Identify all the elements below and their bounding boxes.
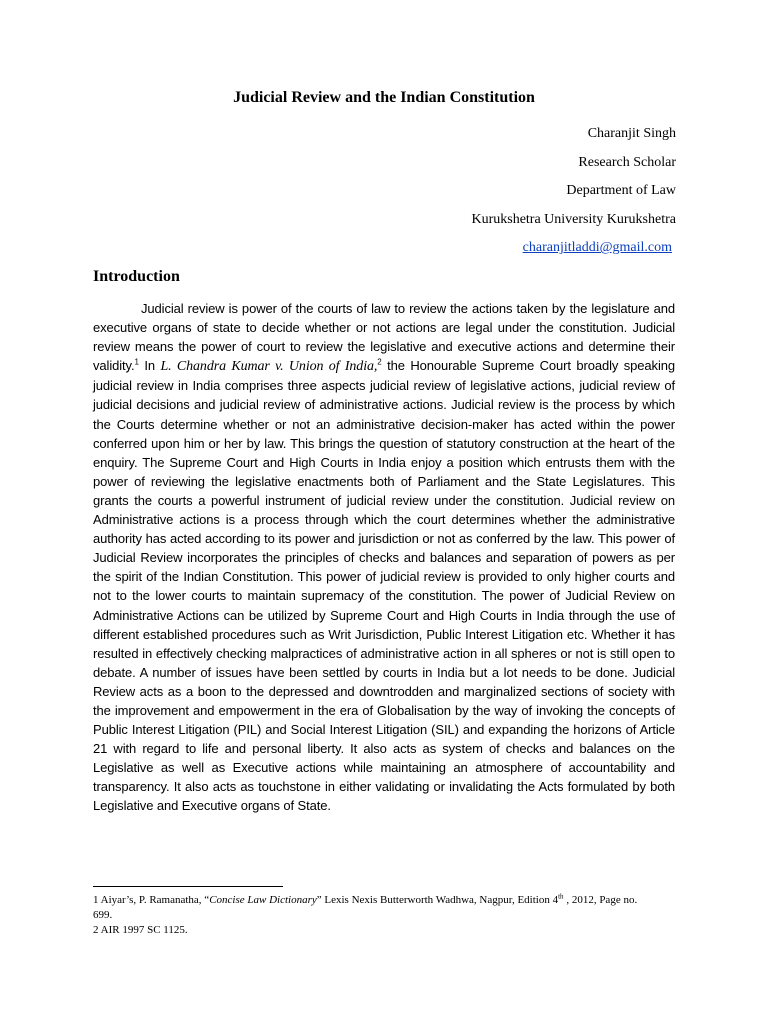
document-title: Judicial Review and the Indian Constitution <box>233 89 535 106</box>
footnote-1 <box>93 893 653 923</box>
footnote-separator <box>93 886 283 887</box>
paragraph-text: the Honourable Supreme Court broadly speaking judicial review in India comprises three aspects judicial review of legislative actions, judicial review of judicial decisions and judicial review of administrative actions. Judicial review is the process by which the Courts determine whether or not an administrative decision-maker has acted within the power conferred upon him or her by law. This brings the question of statutory construction at the heart of the enquiry. The Supreme Court and High Courts in India enjoy a position which entrusts them with the power of reviewing the legislative enactments both of Parliament and the State Legislatures. This grants the courts a powerful instrument of judicial review under the constitution. Judicial review on Administrative actions is a process through which the court determines whether the administrative authority has acted according to its power and jurisdiction or not as conferred by the law. This power of Judicial Review incorporates the principles of checks and balances and separation of powers as per the spirit of the Indian Constitution. This power of judicial review is provided to only higher courts and not to the lower courts to maintain supremacy of the constitution. The power of Judicial Review on Administrative Actions can be utilized by Supreme Court and High Courts in India through the use of different established procedures such as Writ Jurisdiction, Public Interest Litigation etc. Whether it has resulted in effectively checking malpractices of administrative action in all spheres or not is still open to debate. A number of issues have been settled by courts in India but a lot needs to be done. Judicial Review acts as a boon to the depressed and downtrodden and marginalized sections of society with the improvement and empowerment in the era of Globalisation by the way of invoking the concepts of Public Interest Litigation (PIL) and Social Interest Litigation (SIL) and expanding the horizons of Article 21 with regard to life and personal liberty. It also acts as system of checks and balances on the Legislative as well as Executive actions while maintaining an atmosphere of accountability and transparency. It also acts as touchstone in either validating or invalidating the Acts formulated by both Legislative and Executive organs of State. <box>93 358 675 814</box>
case-name: L. Chandra Kumar v. Union of India, <box>160 359 378 375</box>
author-university: Kurukshetra University Kurukshetra <box>471 211 676 227</box>
footnote-text: 1 Aiyar’s, P. Ramanatha, “ <box>93 894 210 906</box>
footnote-superscript: th <box>558 892 564 901</box>
author-department: Department of Law <box>566 183 676 199</box>
author-block <box>471 120 676 263</box>
footnote-book-title: Concise Law Dictionary <box>209 894 317 906</box>
footnote-ref-1: 1 <box>134 357 139 367</box>
paragraph-text: Judicial review is power of the courts of law to review the actions taken by the legislature and executive organs of state to decide whether or not actions are legal under the constitution. Judicial review means the power of court to review the legislative and executive actions and determine their validity. <box>93 301 675 374</box>
introduction-paragraph <box>93 299 675 816</box>
footnote-text: ” Lexis Nexis Butterworth Wadhwa, Nagpur, Edition 4 <box>316 894 559 906</box>
footnote-ref-2: 2 <box>377 357 382 367</box>
footnote-2: 2 AIR 1997 SC 1125. <box>93 924 188 936</box>
section-heading: Introduction <box>93 268 180 285</box>
paragraph-text: In <box>138 358 161 374</box>
footnote-text: , 2012, Page no. 699. <box>93 894 638 921</box>
author-position: Research Scholar <box>578 154 676 170</box>
author-email-link[interactable]: charanjitladdi@gmail.com <box>522 240 672 256</box>
author-name: Charanjit Singh <box>587 126 676 141</box>
footnotes <box>93 893 653 938</box>
